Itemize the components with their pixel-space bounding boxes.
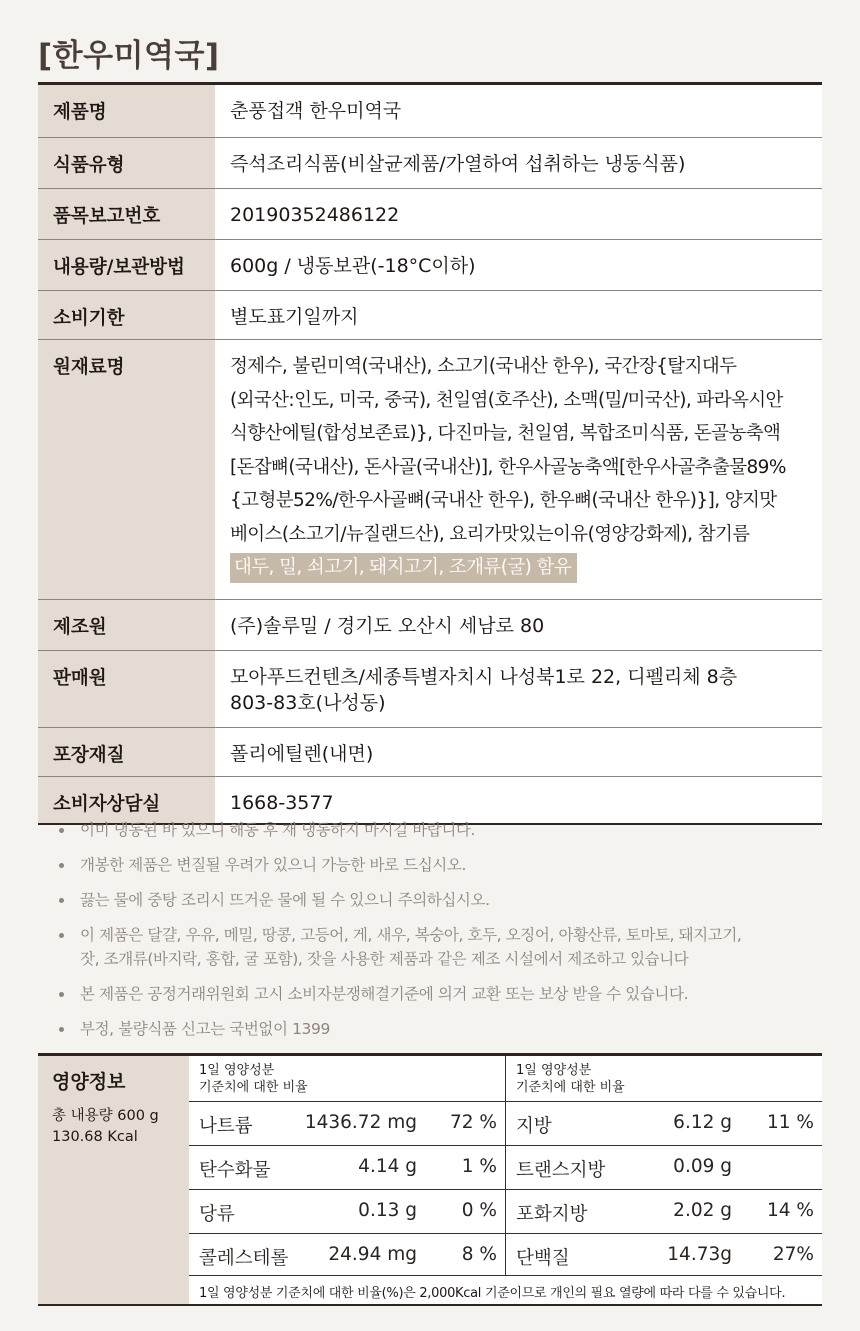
- nutrient-name: 탄수화물: [199, 1160, 271, 1181]
- row-food-type: [38, 138, 822, 189]
- ingredients-line: 식향산에틸(합성보존료)}, 다진마늘, 천일염, 복합조미식품, 돈골농축액: [230, 423, 781, 444]
- note-item: 이미 냉동된 바 있으니 해동 후 재 냉동하지 마시길 바랍니다.: [38, 818, 822, 842]
- nutrient-name: 나트륨: [199, 1116, 253, 1137]
- notes-list: [38, 818, 822, 1041]
- ingredients-line: [돈잡뼈(국내산), 돈사골(국내산)], 한우사골농축액[한우사골추출물89%: [230, 456, 786, 478]
- nutrition-total: 총 내용량 600 g: [52, 1108, 159, 1124]
- row-seller: [38, 651, 822, 728]
- nutrition-title: 영양정보: [52, 1071, 126, 1093]
- label-seller: 판매원: [53, 668, 107, 689]
- page-title: [한우미역국]: [38, 38, 220, 74]
- nutrient-row: [189, 1190, 505, 1234]
- seller-line-1: 모아푸드컨텐츠/세종특별자치시 나성북1로 22, 디펠리체 8층: [230, 666, 738, 688]
- nutrient-percent: 72 %: [450, 1112, 497, 1133]
- column-header: 1일 영양성분 기준치에 대한 비율: [506, 1056, 822, 1102]
- label-consumer: 소비자상담실: [53, 794, 161, 815]
- nutrient-name: 트랜스지방: [516, 1160, 606, 1181]
- value-seller: [215, 651, 822, 727]
- allergen-badge: 대두, 밀, 쇠고기, 돼지고기, 조개류(굴) 함유: [230, 553, 577, 583]
- nutrient-percent: 27%: [772, 1244, 814, 1265]
- note-item: 부정, 불량식품 신고는 국번없이 1399: [38, 1017, 822, 1041]
- nutrient-amount: 6.12 g: [673, 1112, 732, 1133]
- value-food-type: 즉석조리식품(비살균제품/가열하여 섭취하는 냉동식품): [215, 138, 822, 188]
- nutrient-percent: 0 %: [461, 1200, 497, 1221]
- column-header: 1일 영양성분 기준치에 대한 비율: [189, 1056, 505, 1102]
- label-report-no: 품목보고번호: [53, 206, 161, 227]
- note-item: 개봉한 제품은 변질될 우려가 있으니 가능한 바로 드십시오.: [38, 853, 822, 877]
- value-manufacturer: (주)솔루밀 / 경기도 오산시 세남로 80: [215, 600, 822, 650]
- note-item: 끓는 물에 중탕 조리시 뜨거운 물에 될 수 있으니 주의하십시오.: [38, 888, 822, 912]
- nutrition-column-left: [189, 1056, 506, 1275]
- nutrient-percent: 14 %: [767, 1200, 814, 1221]
- nutrient-row: [189, 1146, 505, 1190]
- nutrient-name: 콜레스테롤: [199, 1248, 289, 1269]
- nutrient-name: 단백질: [516, 1248, 570, 1269]
- nutrition-kcal: 130.68 Kcal: [52, 1129, 138, 1145]
- label-product-name: 제품명: [53, 102, 107, 123]
- value-expiry: 별도표기일까지: [215, 291, 822, 339]
- value-capacity: 600g / 냉동보관(-18°C이하): [215, 240, 822, 290]
- value-ingredients: [215, 340, 822, 599]
- label-ingredients: 원재료명: [53, 357, 125, 378]
- nutrient-row: [506, 1234, 822, 1277]
- row-ingredients: [38, 340, 822, 600]
- nutrition-summary: [38, 1056, 189, 1304]
- ingredients-line: {고형분52%/한우사골뼈(국내산 한우), 한우뼈(국내산 한우)}], 양지맛: [230, 490, 777, 511]
- label-manufacturer: 제조원: [53, 617, 107, 638]
- value-packaging: 폴리에틸렌(내면): [215, 728, 822, 776]
- row-manufacturer: [38, 600, 822, 651]
- nutrition-footnote: 1일 영양성분 기준치에 대한 비율(%)은 2,000Kcal 기준이므로 개인의 필요 열량에 따라 다를 수 있습니다.: [189, 1275, 822, 1304]
- nutrient-name: 포화지방: [516, 1204, 588, 1225]
- row-report-no: [38, 189, 822, 240]
- ingredients-line: 정제수, 불린미역(국내산), 소고기(국내산 한우), 국간장{탈지대두: [230, 356, 737, 377]
- nutrient-percent: 11 %: [767, 1112, 814, 1133]
- ingredients-line: (외국산:인도, 미국, 중국), 천일염(호주산), 소맥(밀/미국산), 파라옥시안: [230, 389, 783, 411]
- nutrient-row: [189, 1234, 505, 1277]
- nutrient-amount: 14.73g: [667, 1244, 732, 1265]
- product-info-table: [38, 82, 822, 825]
- label-expiry: 소비기한: [53, 308, 125, 329]
- label-food-type: 식품유형: [53, 155, 125, 176]
- note-item: 본 제품은 공정거래위원회 고시 소비자분쟁해결기준에 의거 교환 또는 보상 받을 수 있습니다.: [38, 982, 822, 1006]
- row-expiry: [38, 291, 822, 340]
- seller-line-2: 803-83호(나성동): [230, 692, 386, 714]
- nutrient-row: [506, 1102, 822, 1146]
- note-item-continued: 잣, 조개류(바지락, 홍합, 굴 포함), 잣을 사용한 제품과 같은 제조 시설에서 제조하고 있습니다: [80, 950, 689, 968]
- value-report-no: 20190352486122: [215, 189, 822, 239]
- nutrient-name: 당류: [199, 1204, 235, 1225]
- nutrient-amount: 24.94 mg: [328, 1244, 417, 1265]
- label-packaging: 포장재질: [53, 745, 125, 766]
- nutrient-row: [189, 1102, 505, 1146]
- value-product-name: 춘풍접객 한우미역국: [215, 85, 822, 137]
- nutrition-column-right: [506, 1056, 822, 1275]
- label-capacity: 내용량/보관방법: [53, 257, 185, 278]
- nutrient-amount: 2.02 g: [673, 1200, 732, 1221]
- row-capacity: [38, 240, 822, 291]
- nutrient-amount: 0.09 g: [673, 1156, 732, 1177]
- row-packaging: [38, 728, 822, 777]
- value-consumer: 1668-3577: [215, 777, 822, 823]
- nutrient-row: [506, 1146, 822, 1190]
- nutrient-percent: 8 %: [461, 1244, 497, 1265]
- nutrient-amount: 0.13 g: [358, 1200, 417, 1221]
- nutrient-amount: 1436.72 mg: [304, 1112, 417, 1133]
- nutrition-table: [38, 1053, 822, 1306]
- ingredients-line: 베이스(소고기/뉴질랜드산), 요리가맛있는이유(영양강화제), 참기름: [230, 523, 750, 545]
- nutrient-amount: 4.14 g: [358, 1156, 417, 1177]
- nutrient-name: 지방: [516, 1116, 552, 1137]
- nutrient-row: [506, 1190, 822, 1234]
- nutrient-percent: 1 %: [461, 1156, 497, 1177]
- note-item: 이 제품은 달걀, 우유, 메밀, 땅콩, 고등어, 게, 새우, 복숭아, 호두, 오징어, 아황산류, 토마토, 돼지고기,: [38, 923, 822, 947]
- row-product-name: [38, 85, 822, 138]
